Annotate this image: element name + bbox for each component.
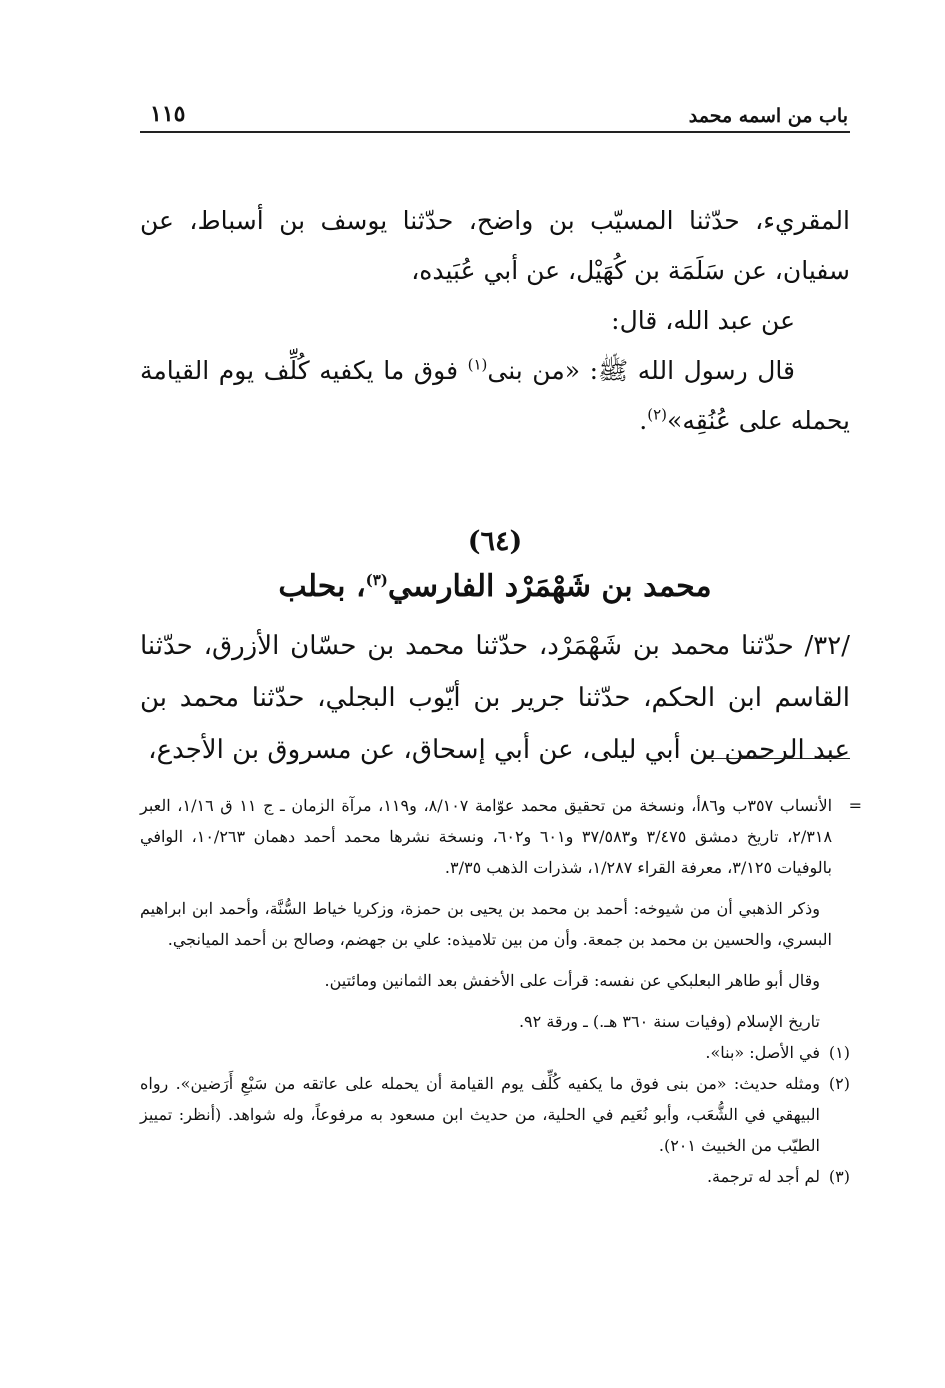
footnote-text: الأنساب ٣٥٧ب و٨٦أ، ونسخة من تحقيق محمد عوّامة ٨/١٠٧، و١١٩، مرآة الزمان ـ ج ١١ ق ١/١٦، العبر ٢/٣١٨، تاريخ دمشق ٣/٤٧٥ و٣٧/٥٨٣ و٦٠١ و٦٠٢، ونسخة نشرها محمد أحمد دهمان ١٠/٢٦٣، الوافي بالوفيات ٣/١٢٥، معرفة القراء ١/٢٨٧، شذرات الذهب ٣/٣٥. — [140, 796, 833, 877]
isnad-paragraph: /٣٢/ حدّثنا محمد بن شَهْمَرْد، حدّثنا محمد بن حسّان الأزرق، حدّثنا القاسم ابن الحكم، حدّثنا جرير بن أيّوب البجلي، حدّثنا محمد بن عبد الرحمن بن أبي ليلى، عن أبي إسحاق، عن مسروق بن الأجدع، — [140, 631, 850, 765]
paragraph: عن عبد الله، قال: — [611, 306, 795, 335]
entry-title-place: ، بحلب — [278, 569, 366, 604]
hadith-text: قال رسول الله ﷺ: «من بنى — [487, 356, 795, 385]
running-title: باب من اسمه محمد — [688, 105, 848, 127]
footnote-ref: (٣) — [365, 571, 388, 589]
main-text — [140, 196, 850, 446]
footnote-subparagraph: وقال أبو طاهر البعلبكي عن نفسه: قرأت على الأخفش بعد الثمانين ومائتين. — [324, 971, 820, 990]
footnote-ref: (١) — [467, 355, 488, 374]
footnote-number: (١) — [828, 1043, 850, 1062]
footnote-number: (٣) — [828, 1167, 850, 1186]
hadith-text: فوق ما يكفيه كُلِّف يوم القيامة يحمله على عُنُقِه» — [140, 356, 850, 435]
footnotes — [140, 790, 862, 1192]
entry-number: (٦٤) — [467, 526, 523, 557]
footnote-3 — [140, 1161, 850, 1192]
isnad-text — [140, 620, 850, 776]
footnote-subparagraph: وذكر الذهبي أن من شيوخه: أحمد بن محمد بن يحيى بن حمزة، وزكريا خياط السُّنَّة، وأحمد ابن ابراهيم البسري، والحسين بن محمد بن جمعة. وأن من بين تلاميذه: علي بن جهضم، وصالح بن أحمد الميانجي. — [140, 899, 832, 949]
footnote-1 — [140, 1037, 850, 1068]
paragraph: المقريء، حدّثنا المسيّب بن واضح، حدّثنا يوسف بن أسباط، عن سفيان، عن سَلَمَة بن كُهَيْل، عن أبي عُبَيده، — [140, 206, 850, 285]
footnote-text: لم أجد له ترجمة. — [706, 1167, 820, 1186]
entry-title-text: محمد بن شَهْمَرْد الفارسي — [387, 569, 712, 604]
page-number: ١١٥ — [150, 101, 186, 127]
footnote-continuation — [140, 790, 862, 883]
book-page — [140, 95, 862, 1325]
hadith-end: . — [639, 406, 648, 435]
continuation-marker: = — [848, 796, 862, 815]
hadith-paragraph — [140, 346, 850, 446]
footnote-2 — [140, 1068, 850, 1161]
page-header — [140, 95, 850, 133]
footnote-separator — [705, 758, 850, 759]
footnote-text: في الأصل: «بنا». — [705, 1043, 820, 1062]
footnote-ref: (٢) — [647, 405, 668, 424]
entry-title — [140, 562, 850, 612]
footnote-text: ومثله حديث: «من بنى فوق ما يكفيه كُلِّف يوم القيامة أن يحمله على عاتقه من سَبْعِ أَرَضين». رواه البيهقي في الشُّعَب، وأبو نُعَيم في الحلية، من حديث ابن مسعود به مرفوعاً، وله شواهد. (أنظر: تمييز الطيّب من الخبيث ٢٠١). — [140, 1074, 821, 1155]
footnote-subparagraph: تاريخ الإسلام (وفيات سنة ٣٦٠ هـ.) ـ ورقة ٩٢. — [518, 1012, 820, 1031]
footnote-number: (٢) — [828, 1074, 850, 1093]
